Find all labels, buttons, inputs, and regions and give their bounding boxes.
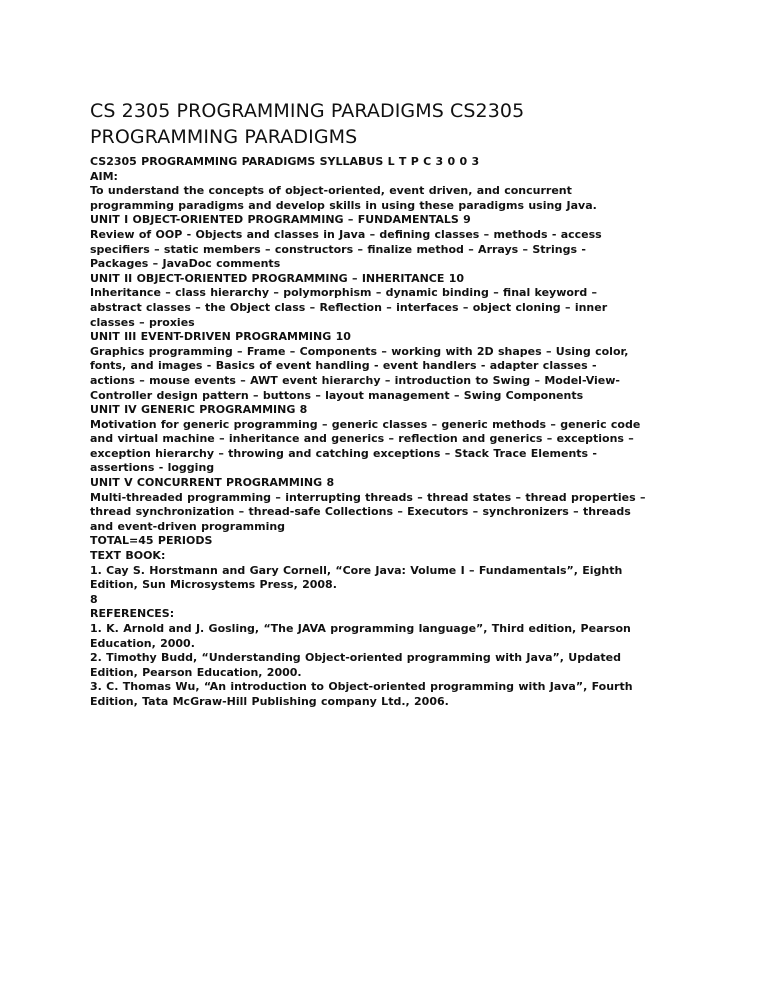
text-line: Controller design pattern – buttons – layout management – Swing Components [90, 388, 584, 402]
text-line: Multi-threaded programming – interrupting threads – thread states – thread properties – [90, 490, 646, 504]
document-title: CS 2305 PROGRAMMING PARADIGMS CS2305 PROGRAMMING PARADIGMS [90, 100, 525, 148]
text-line: assertions - logging [90, 461, 215, 475]
text-line: Motivation for generic programming – generic classes – generic methods – generic code [90, 417, 641, 431]
text-line: Edition, Pearson Education, 2000. [90, 665, 302, 679]
text-line: TOTAL=45 PERIODS [90, 534, 213, 548]
text-line: thread synchronization – thread-safe Collections – Executors – synchronizers – threads [90, 505, 631, 519]
text-line: 1. K. Arnold and J. Gosling, “The JAVA programming language”, Third edition, Pearson [90, 622, 631, 635]
text-line: UNIT III EVENT-DRIVEN PROGRAMMING 10 [90, 330, 351, 344]
text-line: 3. C. Thomas Wu, “An introduction to Object-oriented programming with Java”, Fourth [90, 680, 633, 694]
text-line: actions – mouse events – AWT event hierarchy – introduction to Swing – Model-View- [90, 373, 620, 387]
text-line: Edition, Tata McGraw-Hill Publishing company Ltd., 2006. [90, 694, 449, 708]
text-line: and virtual machine – inheritance and generics – reflection and generics – exceptions – [90, 432, 634, 446]
text-line: UNIT V CONCURRENT PROGRAMMING 8 [90, 476, 335, 490]
text-line: REFERENCES: [90, 607, 175, 621]
text-line: Packages – JavaDoc comments [90, 257, 281, 271]
document-page [90, 98, 650, 710]
text-line: CS2305 PROGRAMMING PARADIGMS SYLLABUS L T P C 3 0 0 3 [90, 155, 480, 168]
text-line: 1. Cay S. Horstmann and Gary Cornell, “Core Java: Volume I – Fundamentals”, Eighth [90, 563, 623, 577]
text-line: Graphics programming – Frame – Components – working with 2D shapes – Using color, [90, 344, 629, 358]
document-body [90, 155, 650, 710]
text-line: AIM: [90, 169, 118, 183]
text-line: specifiers – static members – constructors – finalize method – Arrays – Strings - [90, 242, 586, 256]
text-line: exception hierarchy – throwing and catching exceptions – Stack Trace Elements - [90, 446, 597, 460]
text-line: UNIT II OBJECT-ORIENTED PROGRAMMING – INHERITANCE 10 [90, 271, 465, 285]
text-line: Review of OOP - Objects and classes in Java – defining classes – methods - access [90, 227, 602, 241]
text-line: To understand the concepts of object-oriented, event driven, and concurrent [90, 184, 572, 198]
text-line: Inheritance – class hierarchy – polymorphism – dynamic binding – final keyword – [90, 286, 598, 300]
text-line: UNIT I OBJECT-ORIENTED PROGRAMMING – FUNDAMENTALS 9 [90, 213, 471, 227]
text-line: and event-driven programming [90, 519, 286, 533]
text-line: Edition, Sun Microsystems Press, 2008. [90, 578, 337, 592]
text-line: classes – proxies [90, 315, 195, 329]
text-line: programming paradigms and develop skills in using these paradigms using Java. [90, 198, 597, 212]
text-line: fonts, and images - Basics of event handling - event handlers - adapter classes - [90, 359, 597, 373]
text-line: abstract classes – the Object class – Reflection – interfaces – object cloning – inner [90, 300, 608, 314]
text-line: Education, 2000. [90, 636, 195, 650]
text-line: TEXT BOOK: [90, 549, 166, 563]
text-line: UNIT IV GENERIC PROGRAMMING 8 [90, 403, 308, 417]
text-line: 8 [90, 592, 98, 606]
text-line: 2. Timothy Budd, “Understanding Object-oriented programming with Java”, Updated [90, 651, 621, 665]
